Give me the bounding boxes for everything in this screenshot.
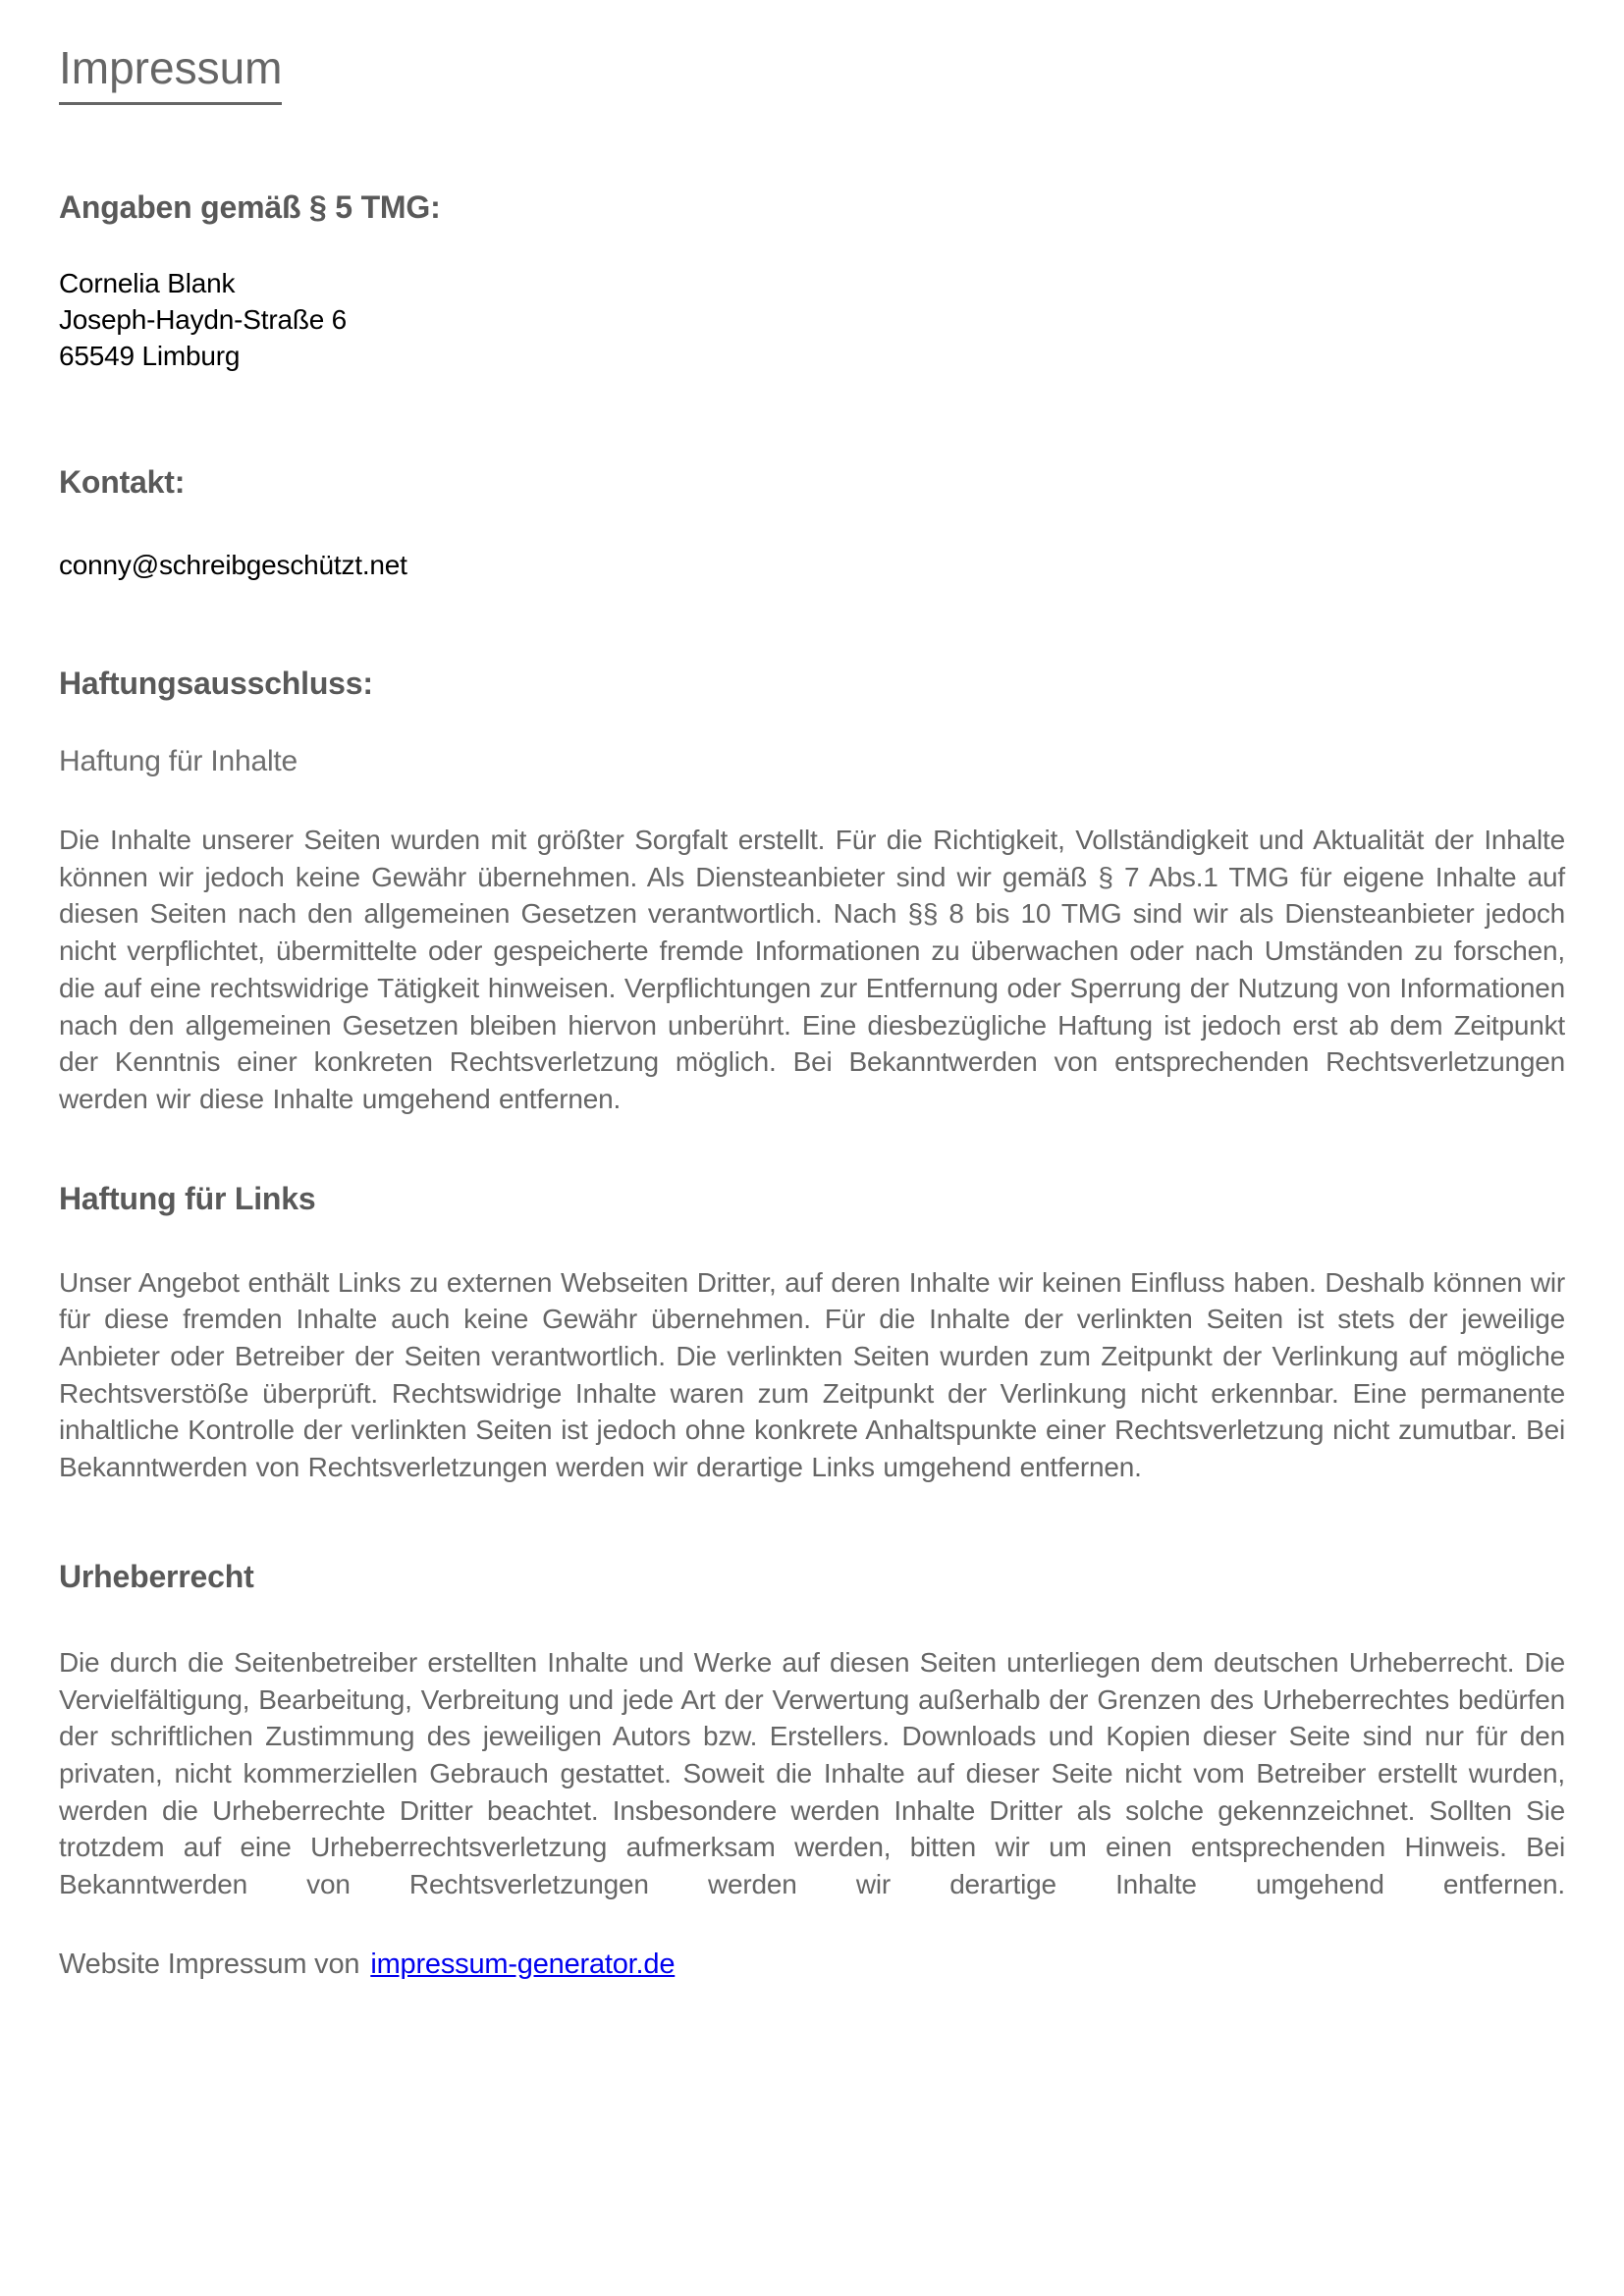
- content-liability-subheading: Haftung für Inhalte: [59, 745, 298, 777]
- provider-heading: Angaben gemäß § 5 TMG:: [59, 189, 441, 225]
- impressum-generator-link[interactable]: impressum-generator.de: [370, 1948, 676, 1980]
- link-liability-text: Unser Angebot enthält Links zu externen Webseiten Dritter, auf deren Inhalte wir keinen Einfluss haben. Deshalb können wir für diese fremden Inhalte auch keine Gewähr übernehmen. Für die Inhalte der verlinkten Seiten ist stets der jeweilige Anbieter oder Betreiber der Seiten verantwortlich. Die verlinkten Seiten wurden zum Zeitpunkt der Verlinkung auf mögliche Rechtsverstöße überprüft. Rechtswidrige Inhalte waren zum Zeitpunkt der Verlinkung nicht erkennbar. Eine permanente inhaltliche Kontrolle der verlinkten Seiten ist jedoch ohne konkrete Anhaltspunkte einer Rechtsverletzung nicht zumutbar. Bei Bekanntwerden von Rechtsverletzungen werden wir derartige Links umgehend entfernen.: [59, 1266, 1565, 1483]
- footer-credit: [59, 1949, 1565, 1981]
- copyright-heading: Urheberrecht: [59, 1558, 254, 1594]
- provider-city: 65549 Limburg: [59, 341, 241, 371]
- content-liability-text: Die Inhalte unserer Seiten wurden mit größter Sorgfalt erstellt. Für die Richtigkeit, Vollständigkeit und Aktualität der Inhalte können wir jedoch keine Gewähr übernehmen. Als Diensteanbieter sind wir gemäß § 7 Abs.1 TMG für eigene Inhalte auf diesen Seiten nach den allgemeinen Gesetzen verantwortlich. Nach §§ 8 bis 10 TMG sind wir als Diensteanbieter jedoch nicht verpflichtet, übermittelte oder gespeicherte fremde Informationen zu überwachen oder nach Umständen zu forschen, die auf eine rechtswidrige Tätigkeit hinweisen. Verpflichtungen zur Entfernung oder Sperrung der Nutzung von Informationen nach den allgemeinen Gesetzen bleiben hiervon unberührt. Eine diesbezügliche Haftung ist jedoch erst ab dem Zeitpunkt der Kenntnis einer konkreten Rechtsverletzung möglich. Bei Bekanntwerden von entsprechenden Rechtsverletzungen werden wir diese Inhalte umgehend entfernen.: [59, 825, 1565, 1114]
- page-title-text: Impressum: [59, 41, 282, 105]
- disclaimer-heading: Haftungsausschluss:: [59, 666, 373, 701]
- footer-credit-prefix: Website Impressum von: [59, 1948, 360, 1980]
- link-liability-heading: Haftung für Links: [59, 1180, 316, 1216]
- provider-name: Cornelia Blank: [59, 268, 236, 298]
- page-title: [59, 41, 1565, 105]
- provider-address: [59, 265, 1565, 374]
- contact-heading: Kontakt:: [59, 464, 186, 500]
- copyright-text: Die durch die Seitenbetreiber erstellten Inhalte und Werke auf diesen Seiten unterliegen dem deutschen Urheberrecht. Die Vervielfältigung, Bearbeitung, Verbreitung und jede Art der Verwertung außerhalb der Grenzen des Urheberrechtes bedürfen der schriftlichen Zustimmung des jeweiligen Autors bzw. Erstellers. Downloads und Kopien dieser Seite sind nur für den privaten, nicht kommerziellen Gebrauch gestattet. Soweit die Inhalte auf dieser Seite nicht vom Betreiber erstellt wurden, werden die Urheberrechte Dritter beachtet. Insbesondere werden Inhalte Dritter als solche gekennzeichnet. Sollten Sie trotzdem auf eine Urheberrechtsverletzung aufmerksam werden, bitten wir um einen entsprechenden Hinweis. Bei Bekanntwerden von Rechtsverletzungen werden wir derartige Inhalte umgehend entfernen.: [59, 1646, 1565, 1900]
- provider-street: Joseph-Haydn-Straße 6: [59, 304, 348, 335]
- contact-email: conny@schreibgeschützt.net: [59, 550, 407, 580]
